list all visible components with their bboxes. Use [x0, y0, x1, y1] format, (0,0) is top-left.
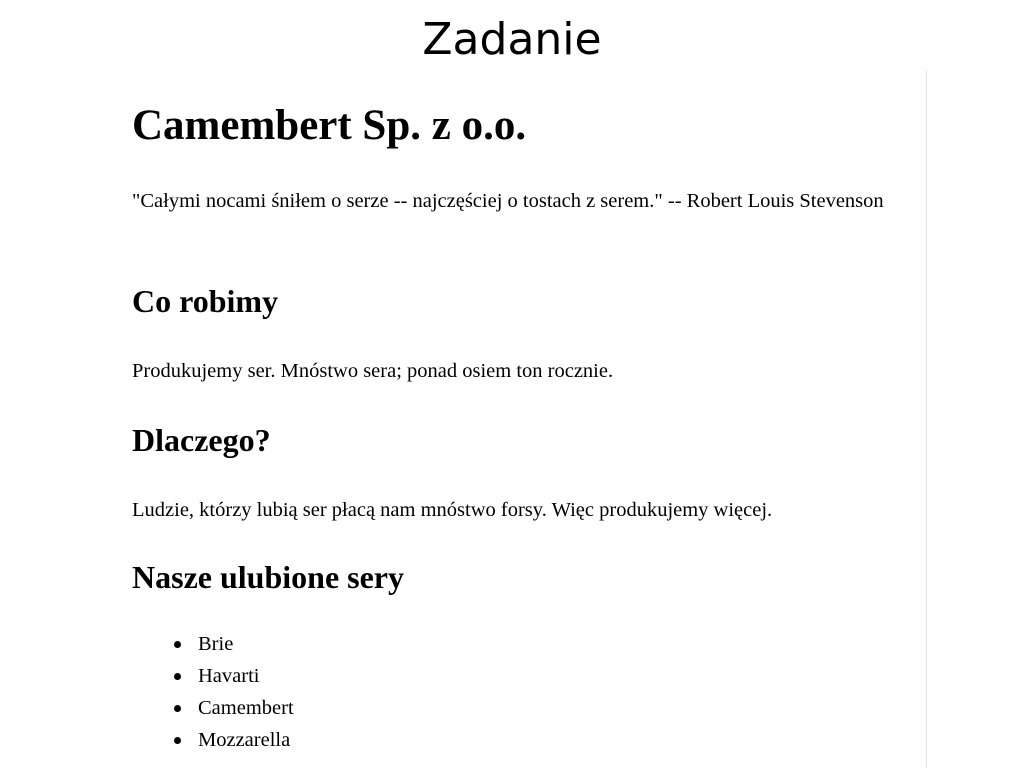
- section-heading-what-we-do: Co robimy: [132, 283, 279, 319]
- section-heading-favorite-cheeses: Nasze ulubione sery: [132, 559, 404, 595]
- list-item: [174, 692, 294, 724]
- bullet-icon: [174, 641, 181, 648]
- list-item-label: Brie: [198, 633, 234, 655]
- webpage-screenshot: [118, 70, 927, 768]
- bullet-icon: [174, 673, 181, 680]
- list-item: [174, 628, 294, 660]
- quote-paragraph: "Całymi nocami śniłem o serze -- najczęściej o tostach z serem." -- Robert Louis Stevenson: [132, 190, 884, 212]
- list-item: [174, 724, 294, 756]
- section-heading-why: Dlaczego?: [132, 422, 271, 458]
- section-text-why: Ludzie, którzy lubią ser płacą nam mnóstwo forsy. Więc produkujemy więcej.: [132, 499, 773, 521]
- cheese-list: [174, 628, 294, 756]
- list-item-label: Havarti: [198, 665, 260, 687]
- list-item: [174, 660, 294, 692]
- list-item-label: Camembert: [198, 697, 294, 719]
- section-text-what-we-do: Produkujemy ser. Mnóstwo sera; ponad osiem ton rocznie.: [132, 360, 614, 382]
- slide-title: Zadanie: [422, 14, 602, 65]
- list-item-label: Mozzarella: [198, 729, 291, 751]
- bullet-icon: [174, 705, 181, 712]
- bullet-icon: [174, 737, 181, 744]
- page-heading: Camembert Sp. z o.o.: [132, 102, 527, 149]
